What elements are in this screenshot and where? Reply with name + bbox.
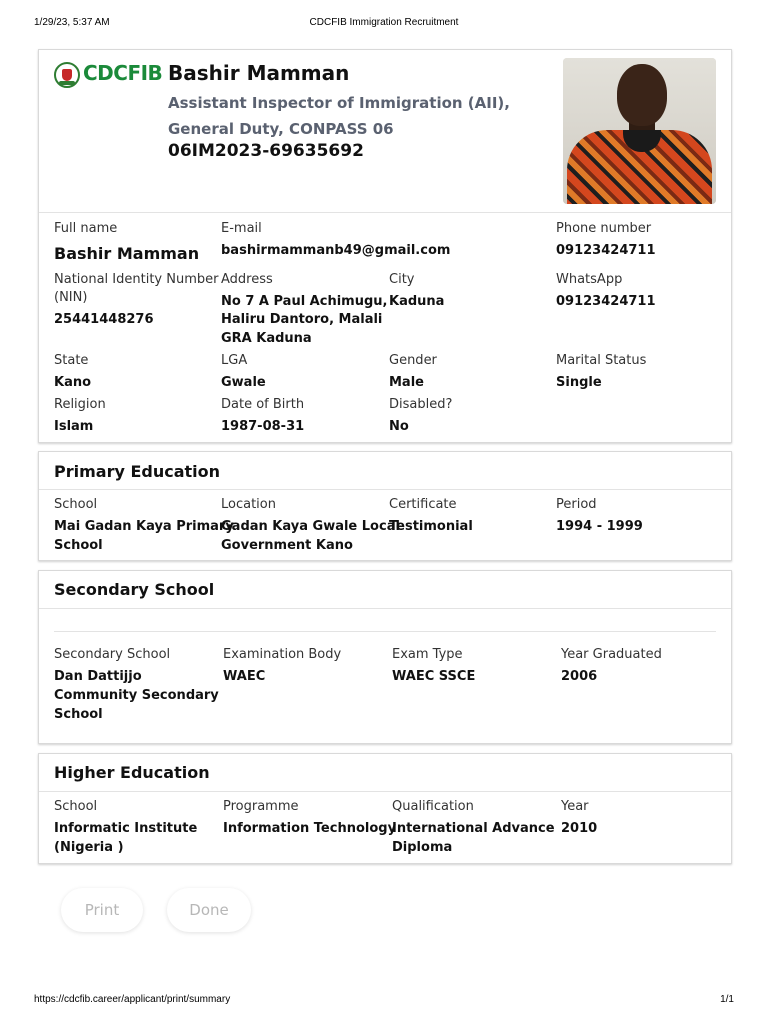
coat-of-arms-icon [54,62,80,88]
primary-education-title: Primary Education [54,462,221,481]
print-button[interactable]: Print [61,888,143,932]
section-divider [39,608,731,609]
section-divider [39,791,731,792]
print-document-title: CDCFIB Immigration Recruitment [309,17,459,28]
primary-location-line-2: Government Kano [221,538,353,553]
higher-school-line-1: Informatic Institute [54,821,198,836]
lga-value: Gwale [221,375,266,390]
section-divider [39,489,731,490]
full-name-label: Full name [54,221,118,236]
higher-school-label: School [54,799,98,814]
qualification-line-2: Diploma [392,840,453,855]
print-header [34,17,734,31]
applicant-rank [168,90,548,142]
applicant-name: Bashir Mamman [168,61,350,85]
nin-label: National Identity Number [54,272,219,287]
address-line-3: GRA Kaduna [221,331,312,346]
secondary-school-line-1: Dan Dattijjo [54,669,142,684]
higher-education-card [38,753,732,864]
qualification-label: Qualification [392,799,474,814]
higher-education-title: Higher Education [54,763,210,782]
exam-type-value: WAEC SSCE [392,669,476,684]
programme-value: Information Technology [223,821,397,836]
logo-text: CDCFIB [83,61,163,85]
exam-type-label: Exam Type [392,647,463,662]
marital-status-value: Single [556,375,602,390]
rank-line-2: General Duty, CONPASS 06 [168,120,394,138]
primary-school-label: School [54,497,98,512]
programme-label: Programme [223,799,299,814]
page-url: https://cdcfib.career/applicant/print/summary [34,994,231,1005]
print-footer [34,994,734,1008]
marital-status-label: Marital Status [556,353,647,368]
print-datetime: 1/29/23, 5:37 AM [34,17,110,28]
secondary-school-line-2: Community Secondary [54,688,219,703]
primary-location-label: Location [221,497,276,512]
secondary-school-label: Secondary School [54,647,171,662]
state-value: Kano [54,375,92,390]
nin-value: 25441448276 [54,312,154,327]
secondary-school-line-3: School [54,707,103,722]
higher-year-label: Year [561,799,589,814]
phone-label: Phone number [556,221,652,236]
nin-label-suffix: (NIN) [54,290,88,305]
year-graduated-label: Year Graduated [561,647,662,662]
applicant-photo [563,58,716,204]
applicant-profile-card [38,49,732,443]
whatsapp-value: 09123424711 [556,294,656,309]
primary-period-label: Period [556,497,597,512]
phone-value: 09123424711 [556,243,656,258]
exam-body-value: WAEC [223,669,266,684]
applicant-header [39,50,731,213]
email-label: E-mail [221,221,262,236]
address-line-2: Haliru Dantoro, Malali [221,312,383,327]
primary-period-value: 1994 - 1999 [556,519,643,534]
higher-school-line-2: (Nigeria ) [54,840,124,855]
exam-body-label: Examination Body [223,647,342,662]
cdcfib-logo [54,61,163,89]
religion-value: Islam [54,419,94,434]
email-value: bashirmammanb49@gmail.com [221,243,451,258]
city-label: City [389,272,415,287]
rank-line-1: Assistant Inspector of Immigration (AII), [168,94,510,112]
year-graduated-value: 2006 [561,669,598,684]
page-number: 1/1 [720,994,734,1005]
lga-label: LGA [221,353,248,368]
address-label: Address [221,272,273,287]
done-button[interactable]: Done [167,888,251,932]
secondary-school-card [38,570,732,744]
city-value: Kaduna [389,294,445,309]
secondary-school-title: Secondary School [54,580,215,599]
application-number: 06IM2023-69635692 [168,141,364,161]
religion-label: Religion [54,397,106,412]
gender-value: Male [389,375,424,390]
primary-certificate-value: Testimonial [389,519,473,534]
primary-education-card [38,451,732,561]
row-divider [54,631,716,632]
primary-certificate-label: Certificate [389,497,457,512]
primary-school-line-1: Mai Gadan Kaya Primary [54,519,234,534]
primary-school-line-2: School [54,538,103,553]
qualification-line-1: International Advance [392,821,555,836]
state-label: State [54,353,89,368]
dob-label: Date of Birth [221,397,305,412]
primary-location-line-1: Gadan Kaya Gwale Local [221,519,400,534]
full-name-value: Bashir Mamman [54,244,200,263]
whatsapp-label: WhatsApp [556,272,623,287]
higher-year-value: 2010 [561,821,598,836]
disabled-value: No [389,419,409,434]
dob-value: 1987-08-31 [221,419,305,434]
disabled-label: Disabled? [389,397,453,412]
address-line-1: No 7 A Paul Achimugu, [221,294,388,309]
gender-label: Gender [389,353,437,368]
